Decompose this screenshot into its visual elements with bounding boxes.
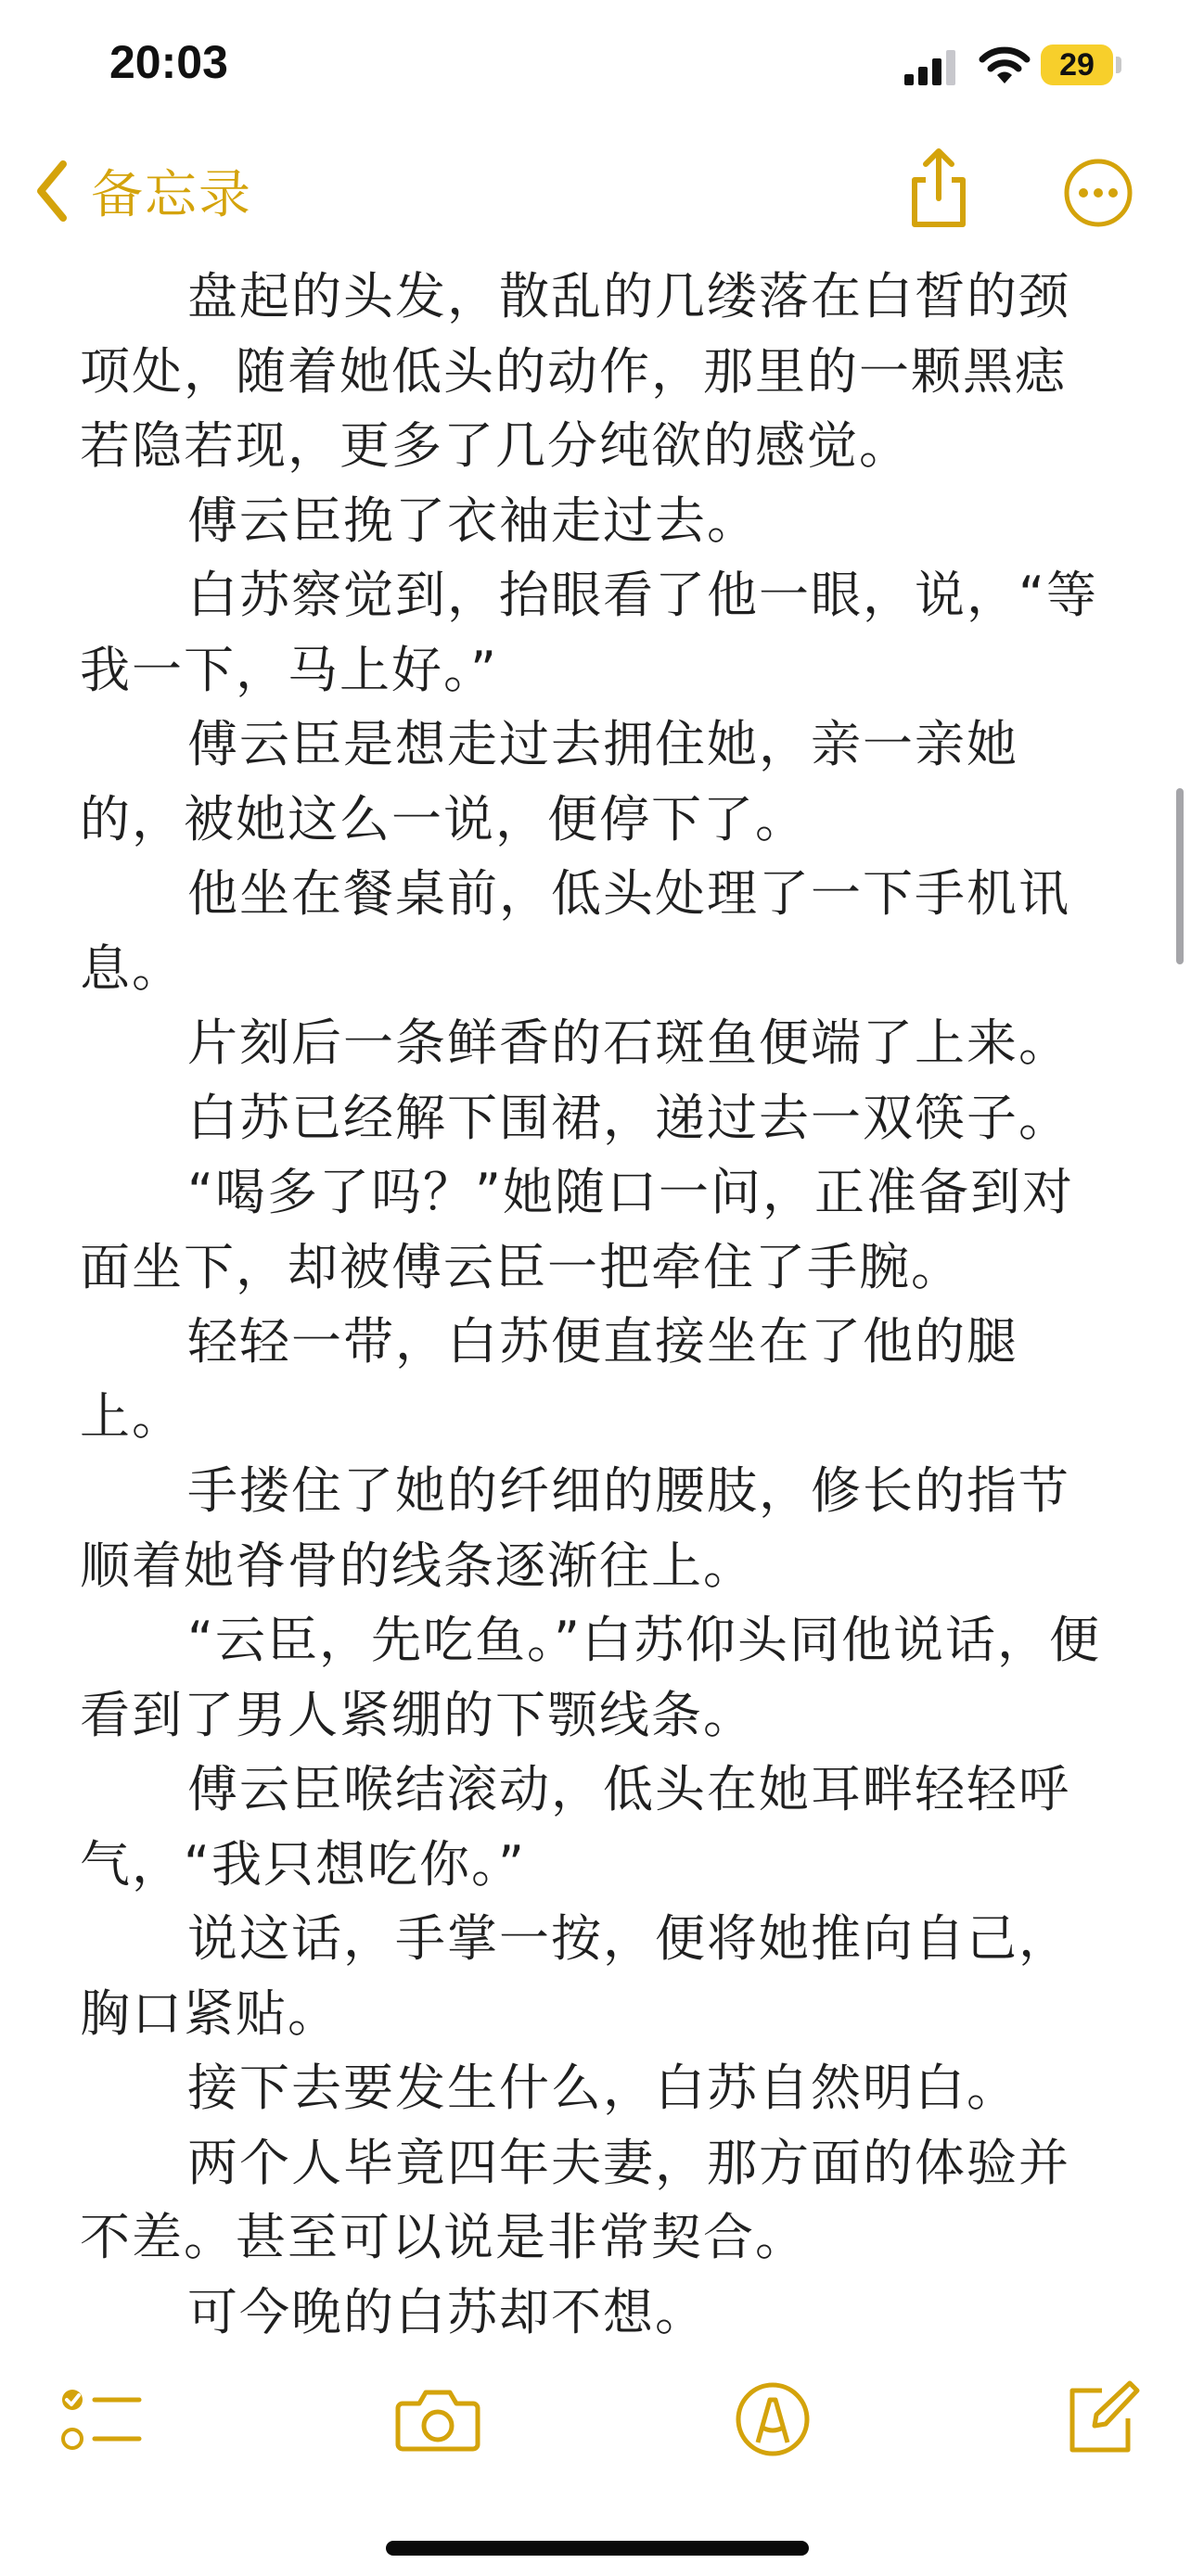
note-paragraph: 白苏察觉到，抬眼看了他一眼，说，“等我一下，马上好。” — [80, 566, 1098, 699]
battery-icon — [1041, 45, 1113, 85]
note-paragraph: 可今晚的白苏却不想。 — [187, 2282, 707, 2341]
note-paragraph: 傅云臣挽了衣袖走过去。 — [187, 491, 759, 550]
home-indicator[interactable] — [386, 2541, 809, 2556]
battery-level: 29 — [1059, 47, 1095, 83]
note-paragraph: 手搂住了她的纤细的腰肢，修长的指节顺着她脊骨的线条逐渐往上。 — [80, 1461, 1070, 1595]
checklist-icon[interactable] — [59, 2383, 143, 2457]
camera-icon[interactable] — [395, 2385, 480, 2454]
back-button[interactable] — [33, 154, 252, 228]
bottom-toolbar — [0, 2355, 1191, 2467]
markup-icon[interactable] — [735, 2381, 811, 2457]
scroll-indicator[interactable] — [1176, 788, 1184, 964]
note-paragraph: 轻轻一带，白苏便直接坐在了他的腿上。 — [80, 1312, 1018, 1446]
status-bar — [0, 0, 1191, 139]
note-paragraph: 他坐在餐桌前，低头处理了一下手机讯息。 — [80, 864, 1070, 998]
share-icon[interactable] — [905, 147, 972, 230]
compose-icon[interactable] — [1063, 2378, 1141, 2455]
signal-icon — [904, 50, 958, 85]
back-label: 备忘录 — [91, 165, 252, 225]
note-paragraph: 接下去要发生什么，白苏自然明白。 — [187, 2059, 1018, 2117]
wifi-icon — [979, 46, 1031, 85]
note-paragraph: “喝多了吗？”她随口一问，正准备到对面坐下，却被傅云臣一把牵住了手腕。 — [80, 1163, 1074, 1296]
note-paragraph: “云臣，先吃鱼。”白苏仰头同他说话，便看到了男人紧绷的下颚线条。 — [80, 1611, 1101, 1744]
note-paragraph: 两个人毕竟四年夫妻，那方面的体验并不差。甚至可以说是非常契合。 — [80, 2133, 1070, 2266]
note-paragraph: 片刻后一条鲜香的石斑鱼便端了上来。 — [187, 1014, 1070, 1072]
note-paragraph: 白苏已经解下围裙，递过去一双筷子。 — [187, 1088, 1070, 1147]
chevron-left-icon — [33, 159, 70, 223]
status-time: 20:03 — [109, 36, 228, 88]
note-paragraph: 傅云臣是想走过去拥住她，亲一亲她的，被她这么一说，便停下了。 — [80, 715, 1018, 848]
more-icon[interactable] — [1063, 158, 1133, 228]
note-paragraph: 说这话，手掌一按，便将她推向自己，胸口紧贴。 — [80, 1909, 1070, 2043]
battery-nub — [1116, 57, 1121, 73]
note-body[interactable] — [80, 260, 1111, 2350]
note-paragraph: 盘起的头发，散乱的几缕落在白皙的颈项处，随着她低头的动作，那里的一颗黑痣若隐若现，更多了几分纯欲的感觉。 — [80, 267, 1070, 475]
note-paragraph: 傅云臣喉结滚动，低头在她耳畔轻轻呼气，“我只想吃你。” — [80, 1760, 1070, 1894]
